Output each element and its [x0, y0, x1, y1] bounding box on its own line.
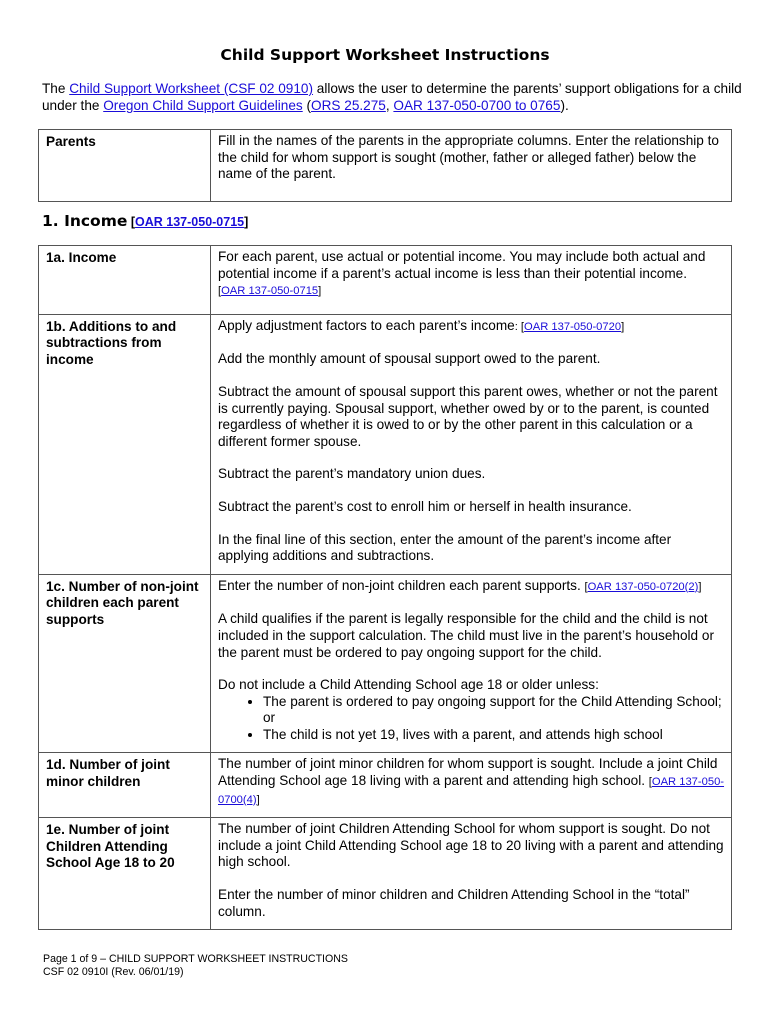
parents-row — [39, 130, 732, 202]
row-1d-oar-link[interactable]: OAR 137-050-0700(4) — [218, 776, 725, 806]
row-1b-desc: Apply adjustment factors to each parent’s income: [OAR 137-050-0720] Add the monthly amount of spousal support owed to the parent. Subtract the amount of spousal support this parent owes, whether or not the parent is currently paying. Spousal support, whether owed by or to the parent, is counted regardless of whether it is owed to or by the other parent in this calculation or a different former spouse. Subtract the parent’s mandatory union dues. Subtract the parent’s cost to enroll him or herself in health insurance. In the final line of this section, enter the amount of the parent’s income after applying additions and subtractions. — [211, 314, 732, 574]
page-footer: Page 1 of 9 – CHILD SUPPORT WORKSHEET INSTRUCTIONS CSF 02 0910I (Rev. 06/01/19) — [43, 953, 348, 978]
row-1d-label: 1d. Number of joint minor children — [39, 753, 211, 818]
row-1c-bullet-list — [218, 694, 725, 744]
list-item: • The child is not yet 19, lives with a parent, and attends high school — [263, 727, 725, 744]
section-1-heading: 1. Income [OAR 137-050-0715] — [42, 212, 249, 230]
row-1b-label: 1b. Additions to and subtractions from income — [39, 314, 211, 574]
section-1-oar-link[interactable]: OAR 137-050-0715 — [135, 215, 245, 229]
row-1a-label: 1a. Income — [39, 246, 211, 315]
parents-table — [38, 129, 732, 202]
list-item: • The parent is ordered to pay ongoing support for the Child Attending School; or — [263, 694, 725, 727]
row-1e-desc: The number of joint Children Attending School for whom support is sought. Do not include a joint Child Attending School age 18 to 20 living with a parent and attending high school. Enter the number of minor children and Children Attending School in the “total” column. — [211, 818, 732, 930]
worksheet-link[interactable]: Child Support Worksheet (CSF 02 0910) — [69, 81, 314, 96]
intro-paragraph: The Child Support Worksheet (CSF 02 0910) allows the user to determine the parents’ support obligations for a child under the Oregon Child Support Guidelines (ORS 25.275, OAR 137-050-0700 to 0765). — [42, 81, 742, 113]
page-title: Child Support Worksheet Instructions — [220, 46, 550, 64]
row-1c-oar-link[interactable]: OAR 137-050-0720(2) — [587, 580, 699, 593]
row-1c-desc: Enter the number of non-joint children each parent supports. [OAR 137-050-0720(2)] A child qualifies if the parent is legally responsible for the child and the child is not included in the support calculation. The child must live in the parent’s household or the parent must be ordered to pay ongoing support for the child. Do not include a Child Attending School age 18 or older unless: • The parent is ordered to pay ongoing support for the Child Attending School; or • The child is not yet 19, lives with a parent, and attends high school — [211, 574, 732, 753]
row-1a-desc: For each parent, use actual or potential income. You may include both actual and potential income if a parent’s actual income is less than their potential income. [OAR 137-050-0715] — [211, 246, 732, 315]
ors-link[interactable]: ORS 25.275 — [311, 98, 386, 113]
parents-label: Parents — [39, 130, 211, 202]
row-1e-label: 1e. Number of joint Children Attending School Age 18 to 20 — [39, 818, 211, 930]
row-1e — [39, 818, 732, 930]
row-1b — [39, 314, 732, 574]
row-1c-label: 1c. Number of non-joint children each parent supports — [39, 574, 211, 753]
oar-range-link[interactable]: OAR 137-050-0700 to 0765 — [393, 98, 561, 113]
row-1d — [39, 753, 732, 818]
row-1a — [39, 246, 732, 315]
guidelines-link[interactable]: Oregon Child Support Guidelines — [103, 98, 303, 113]
row-1b-oar-link[interactable]: OAR 137-050-0720 — [524, 320, 622, 333]
parents-text: Fill in the names of the parents in the appropriate columns. Enter the relationship to the child for whom support is sought (mother, father or alleged father) below the name of the parent. — [211, 130, 732, 202]
income-table — [38, 245, 732, 930]
row-1a-oar-link[interactable]: OAR 137-050-0715 — [221, 285, 319, 298]
row-1c — [39, 574, 732, 753]
row-1d-desc: The number of joint minor children for whom support is sought. Include a joint Child Attending School age 18 living with a parent and attending high school. [OAR 137-050-0700(4)] — [211, 753, 732, 818]
